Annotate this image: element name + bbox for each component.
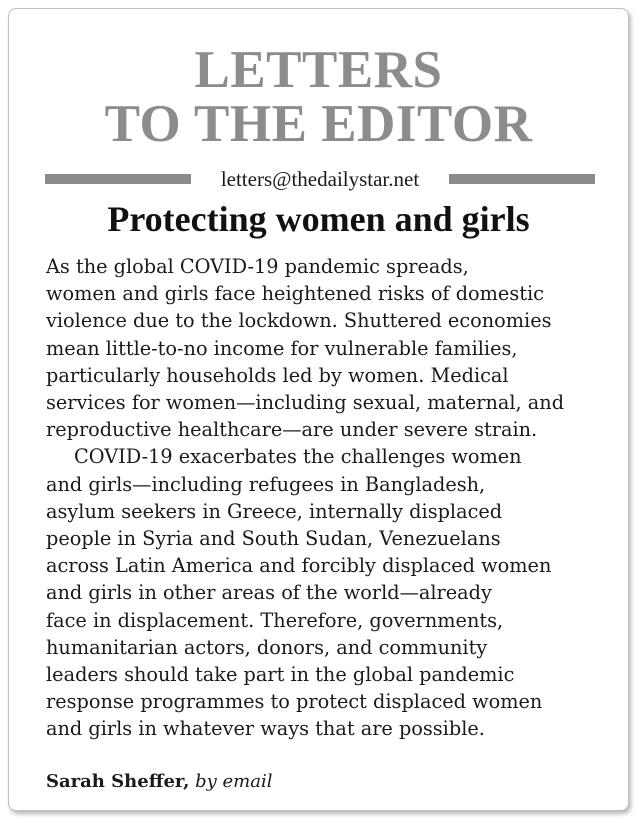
right-divider-rule [449, 174, 595, 184]
paragraph-1 [46, 253, 606, 443]
email-rule-row [45, 164, 595, 194]
body-line: services for women—including sexual, maternal, and [46, 391, 565, 415]
body-line: humanitarian actors, donors, and community [46, 635, 488, 659]
body-line: face in displacement. Therefore, governments, [46, 608, 504, 632]
body-line: and girls in other areas of the world—already [46, 581, 492, 605]
body-line: violence due to the lockdown. Shuttered economies [46, 309, 552, 333]
body-line: across Latin America and forcibly displaced women [46, 554, 552, 578]
letter-card [8, 8, 629, 811]
body-line: and girls—including refugees in Bangladesh, [46, 472, 486, 496]
masthead-line-1: LETTERS [194, 41, 443, 99]
body-line: asylum seekers in Greece, internally displaced [46, 499, 503, 523]
body-line: mean little-to-no income for vulnerable families, [46, 336, 518, 360]
body-line: As the global COVID-19 pandemic spreads, [46, 255, 469, 278]
body-line: particularly households led by women. Medical [46, 363, 509, 387]
contact-email: letters@thedailystar.net [220, 167, 420, 191]
left-divider-rule [45, 174, 191, 184]
body-line: people in Syria and South Sudan, Venezuelans [46, 527, 501, 551]
letter-signature [46, 769, 273, 795]
body-line: women and girls face heightened risks of domestic [46, 282, 544, 306]
author-name: Sarah Sheffer, [46, 771, 190, 792]
body-line: reproductive healthcare—are under severe strain. [46, 418, 538, 442]
body-line: COVID-19 exacerbates the challenges women [74, 445, 522, 469]
letter-headline: Protecting women and girls [107, 199, 530, 239]
masthead-line-2: TO THE EDITOR [104, 95, 533, 153]
submission-method: by email [195, 771, 273, 792]
letter-body [46, 253, 606, 743]
body-line: leaders should take part in the global pandemic [46, 663, 515, 687]
body-line: response programmes to protect displaced women [46, 690, 543, 714]
section-masthead [9, 43, 628, 151]
paragraph-2 [46, 443, 606, 742]
body-line: and girls in whatever ways that are possible. [46, 717, 485, 741]
